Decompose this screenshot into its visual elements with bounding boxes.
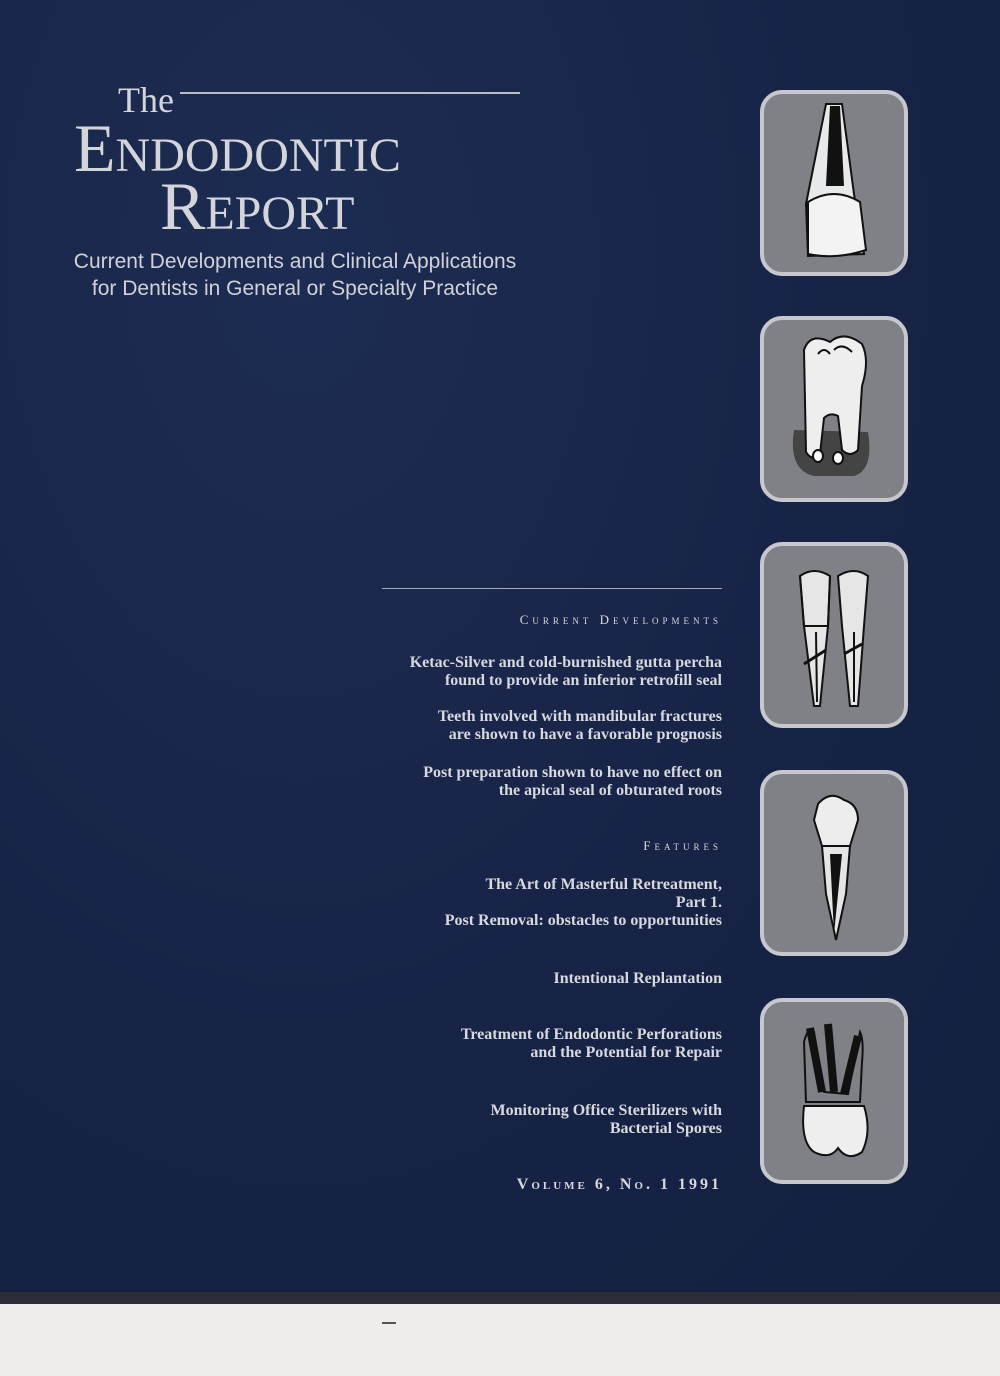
article-line: the apical seal of obturated roots xyxy=(498,782,722,799)
article-line: found to provide an inferior retrofill seal xyxy=(444,672,722,689)
page-bottom-edge xyxy=(0,1292,1000,1304)
feature-item[interactable] xyxy=(292,1102,722,1138)
molar-abscess-tile xyxy=(760,316,908,502)
feature-item[interactable] xyxy=(292,970,722,988)
title-the: The xyxy=(118,80,174,120)
molar-roots-icon xyxy=(764,1002,904,1180)
molar-abscess-icon xyxy=(764,320,904,498)
current-developments-heading: Current Developments xyxy=(519,612,722,627)
title-rule xyxy=(180,92,520,94)
article-line: Teeth involved with mandibular fractures xyxy=(437,708,722,725)
tooth-canal-tile xyxy=(760,770,908,956)
masthead-subtitle xyxy=(70,248,520,302)
feature-line: Bacterial Spores xyxy=(609,1120,722,1137)
features-heading: Features xyxy=(643,838,722,853)
article-item[interactable] xyxy=(292,654,722,690)
feature-line: Monitoring Office Sterilizers with xyxy=(490,1102,722,1119)
feature-line: and the Potential for Repair xyxy=(530,1044,722,1061)
article-item[interactable] xyxy=(292,708,722,744)
article-line: Ketac-Silver and cold-burnished gutta percha xyxy=(409,654,722,671)
feature-line: Treatment of Endodontic Perforations xyxy=(460,1026,722,1043)
feature-line: Post Removal: obstacles to opportunities xyxy=(444,912,722,929)
molar-roots-tile xyxy=(760,998,908,1184)
volume-issue: Volume 6, No. 1 1991 xyxy=(516,1176,722,1193)
subtitle-line: for Dentists in General or Specialty Practice xyxy=(91,277,499,300)
feature-line: Intentional Replantation xyxy=(553,970,722,987)
title-report: Report xyxy=(160,168,355,244)
tooth-post-tile xyxy=(760,90,908,276)
feature-item[interactable] xyxy=(292,876,722,930)
scan-mark xyxy=(382,1322,396,1324)
subtitle-line: Current Developments and Clinical Applications xyxy=(73,250,517,273)
twin-incisors-tile xyxy=(760,542,908,728)
twin-incisors-icon xyxy=(764,546,904,724)
contents-rule xyxy=(382,588,722,589)
tooth-canal-icon xyxy=(764,774,904,952)
article-item[interactable] xyxy=(292,764,722,800)
feature-line: The Art of Masterful Retreatment, xyxy=(485,876,722,893)
title-endodontic: Endodontic xyxy=(74,110,401,186)
tooth-post-icon xyxy=(764,94,904,272)
feature-line: Part 1. xyxy=(675,894,722,911)
article-line: Post preparation shown to have no effect on xyxy=(423,764,722,781)
feature-item[interactable] xyxy=(292,1026,722,1062)
article-line: are shown to have a favorable prognosis xyxy=(448,726,722,743)
